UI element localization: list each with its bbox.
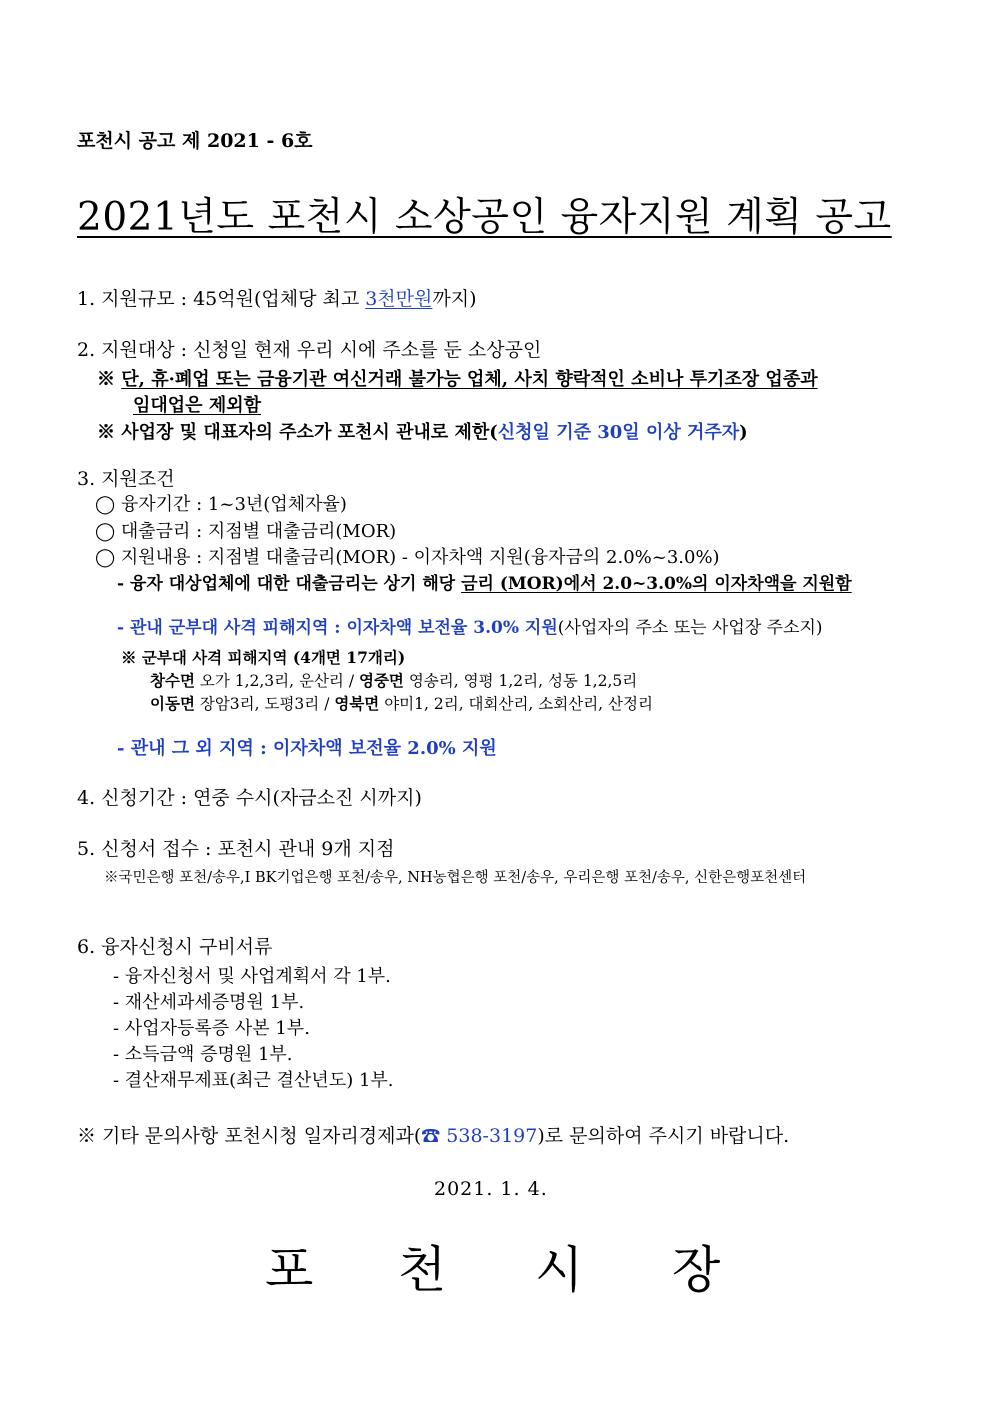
- required-document: - 융자신청서 및 사업계획서 각 1부.: [113, 966, 391, 987]
- support-scale-prefix: 1. 지원규모 : 45억원(업체당 최고: [77, 288, 366, 310]
- address-restriction-note: [97, 424, 748, 442]
- required-document: - 사업자등록증 사본 1부.: [113, 1018, 310, 1039]
- interest-detail-prefix: - 융자 대상업체에 대한 대출금리는 상기 해당: [117, 574, 462, 594]
- other-area-support: - 관내 그 외 지역 : 이자차액 보전율 2.0% 지원: [117, 738, 497, 759]
- zone-idong: 이동면: [150, 694, 195, 713]
- notice-number: 포천시 공고 제 2021 - 6호: [77, 130, 313, 152]
- address-restriction-main: ※ 사업장 및 대표자의 주소가 포천시 관내로 제한(: [97, 422, 498, 443]
- military-zone-heading: ※ 군부대 사격 피해지역 (4개면 17개리): [121, 648, 406, 667]
- section-6-required-documents: 6. 융자신청시 구비서류: [77, 936, 273, 958]
- condition-interest-rate: ◯ 대출금리 : 지점별 대출금리(MOR): [95, 521, 397, 542]
- interest-support-detail: [117, 576, 852, 593]
- contact-suffix: )로 문의하여 주시기 바랍니다.: [537, 1125, 790, 1147]
- contact-prefix: ※ 기타 문의사항 포천시청 일자리경제과(: [77, 1125, 422, 1147]
- notice-date: 2021. 1. 4.: [434, 1178, 548, 1200]
- issuer-char: 시: [535, 1241, 584, 1299]
- section-3-heading: 3. 지원조건: [77, 468, 175, 490]
- interest-detail-underlined: 금리 (MOR)에서 2.0~3.0%의 이자차액을 지원함: [461, 574, 852, 594]
- section-5-reception: 5. 신청서 접수 : 포천시 관내 9개 지점: [77, 838, 395, 860]
- military-area-address-note: (사업자의 주소 또는 사업장 주소지): [557, 618, 823, 638]
- issuer-char: 천: [398, 1241, 447, 1299]
- participating-banks: ※국민은행 포천/송우,I BK기업은행 포천/송우, NH농협은행 포천/송우, 우리은행 포천/송우, 신한은행포천센터: [104, 870, 807, 886]
- contact-phone: ☎ 538-3197: [421, 1125, 538, 1147]
- zone-changsu: 창수면: [150, 671, 195, 690]
- issuer-char: 포: [265, 1241, 314, 1299]
- military-area-support: [117, 620, 823, 637]
- condition-loan-period: ◯ 융자기간 : 1~3년(업체자율): [95, 494, 347, 515]
- section-1-support-scale: [77, 290, 477, 309]
- exclusion-note-line1: [97, 371, 818, 389]
- section-4-application-period: 4. 신청기간 : 연중 수시(자금소진 시까지): [77, 787, 422, 809]
- required-document: - 결산재무제표(최근 결산년도) 1부.: [113, 1070, 394, 1091]
- exclusion-text-1: 단, 휴·폐업 또는 금융기관 여신거래 불가능 업체, 사치 향락적인 소비나 투기조장 업종과: [121, 369, 818, 390]
- residency-requirement: 신청일 기준 30일 이상 거주자: [497, 422, 740, 443]
- zone-yeongjung-villages: 영송리, 영평 1,2리, 성동 1,2,5리: [403, 672, 638, 690]
- address-restriction-end: ): [739, 422, 748, 443]
- condition-support-content: ◯ 지원내용 : 지점별 대출금리(MOR) - 이자차액 지원(융자금의 2.0%~3.0%): [95, 547, 720, 568]
- required-document: - 소득금액 증명원 1부.: [113, 1044, 293, 1065]
- military-zone-list-1: [150, 673, 637, 690]
- exclusion-note-line2: 임대업은 제외함: [133, 395, 261, 416]
- required-document: - 재산세과세증명원 1부.: [113, 992, 305, 1013]
- max-amount: 3천만원: [365, 288, 433, 310]
- support-scale-suffix: 까지): [432, 288, 477, 310]
- section-2-heading: 2. 지원대상 : 신청일 현재 우리 시에 주소를 둔 소상공인: [77, 339, 542, 361]
- issuer-char: 장: [672, 1241, 721, 1299]
- military-zone-list-2: [150, 696, 653, 713]
- military-area-rate: - 관내 군부대 사격 피해지역 : 이자차액 보전율 3.0% 지원: [117, 618, 558, 638]
- zone-yeongbuk: 영북면: [334, 694, 380, 713]
- note-mark: ※: [97, 369, 122, 390]
- zone-yeongjung: 영중면: [358, 671, 404, 690]
- zone-yeongbuk-villages: 야미1, 2리, 대회산리, 소회산리, 산정리: [379, 695, 653, 713]
- zone-changsu-villages: 오가 1,2,3리, 운산리 /: [194, 672, 359, 690]
- document-title: 2021년도 포천시 소상공인 융자지원 계획 공고: [77, 195, 892, 240]
- contact-notice: [77, 1127, 789, 1146]
- zone-idong-villages: 장암3리, 도평3리 /: [194, 695, 335, 713]
